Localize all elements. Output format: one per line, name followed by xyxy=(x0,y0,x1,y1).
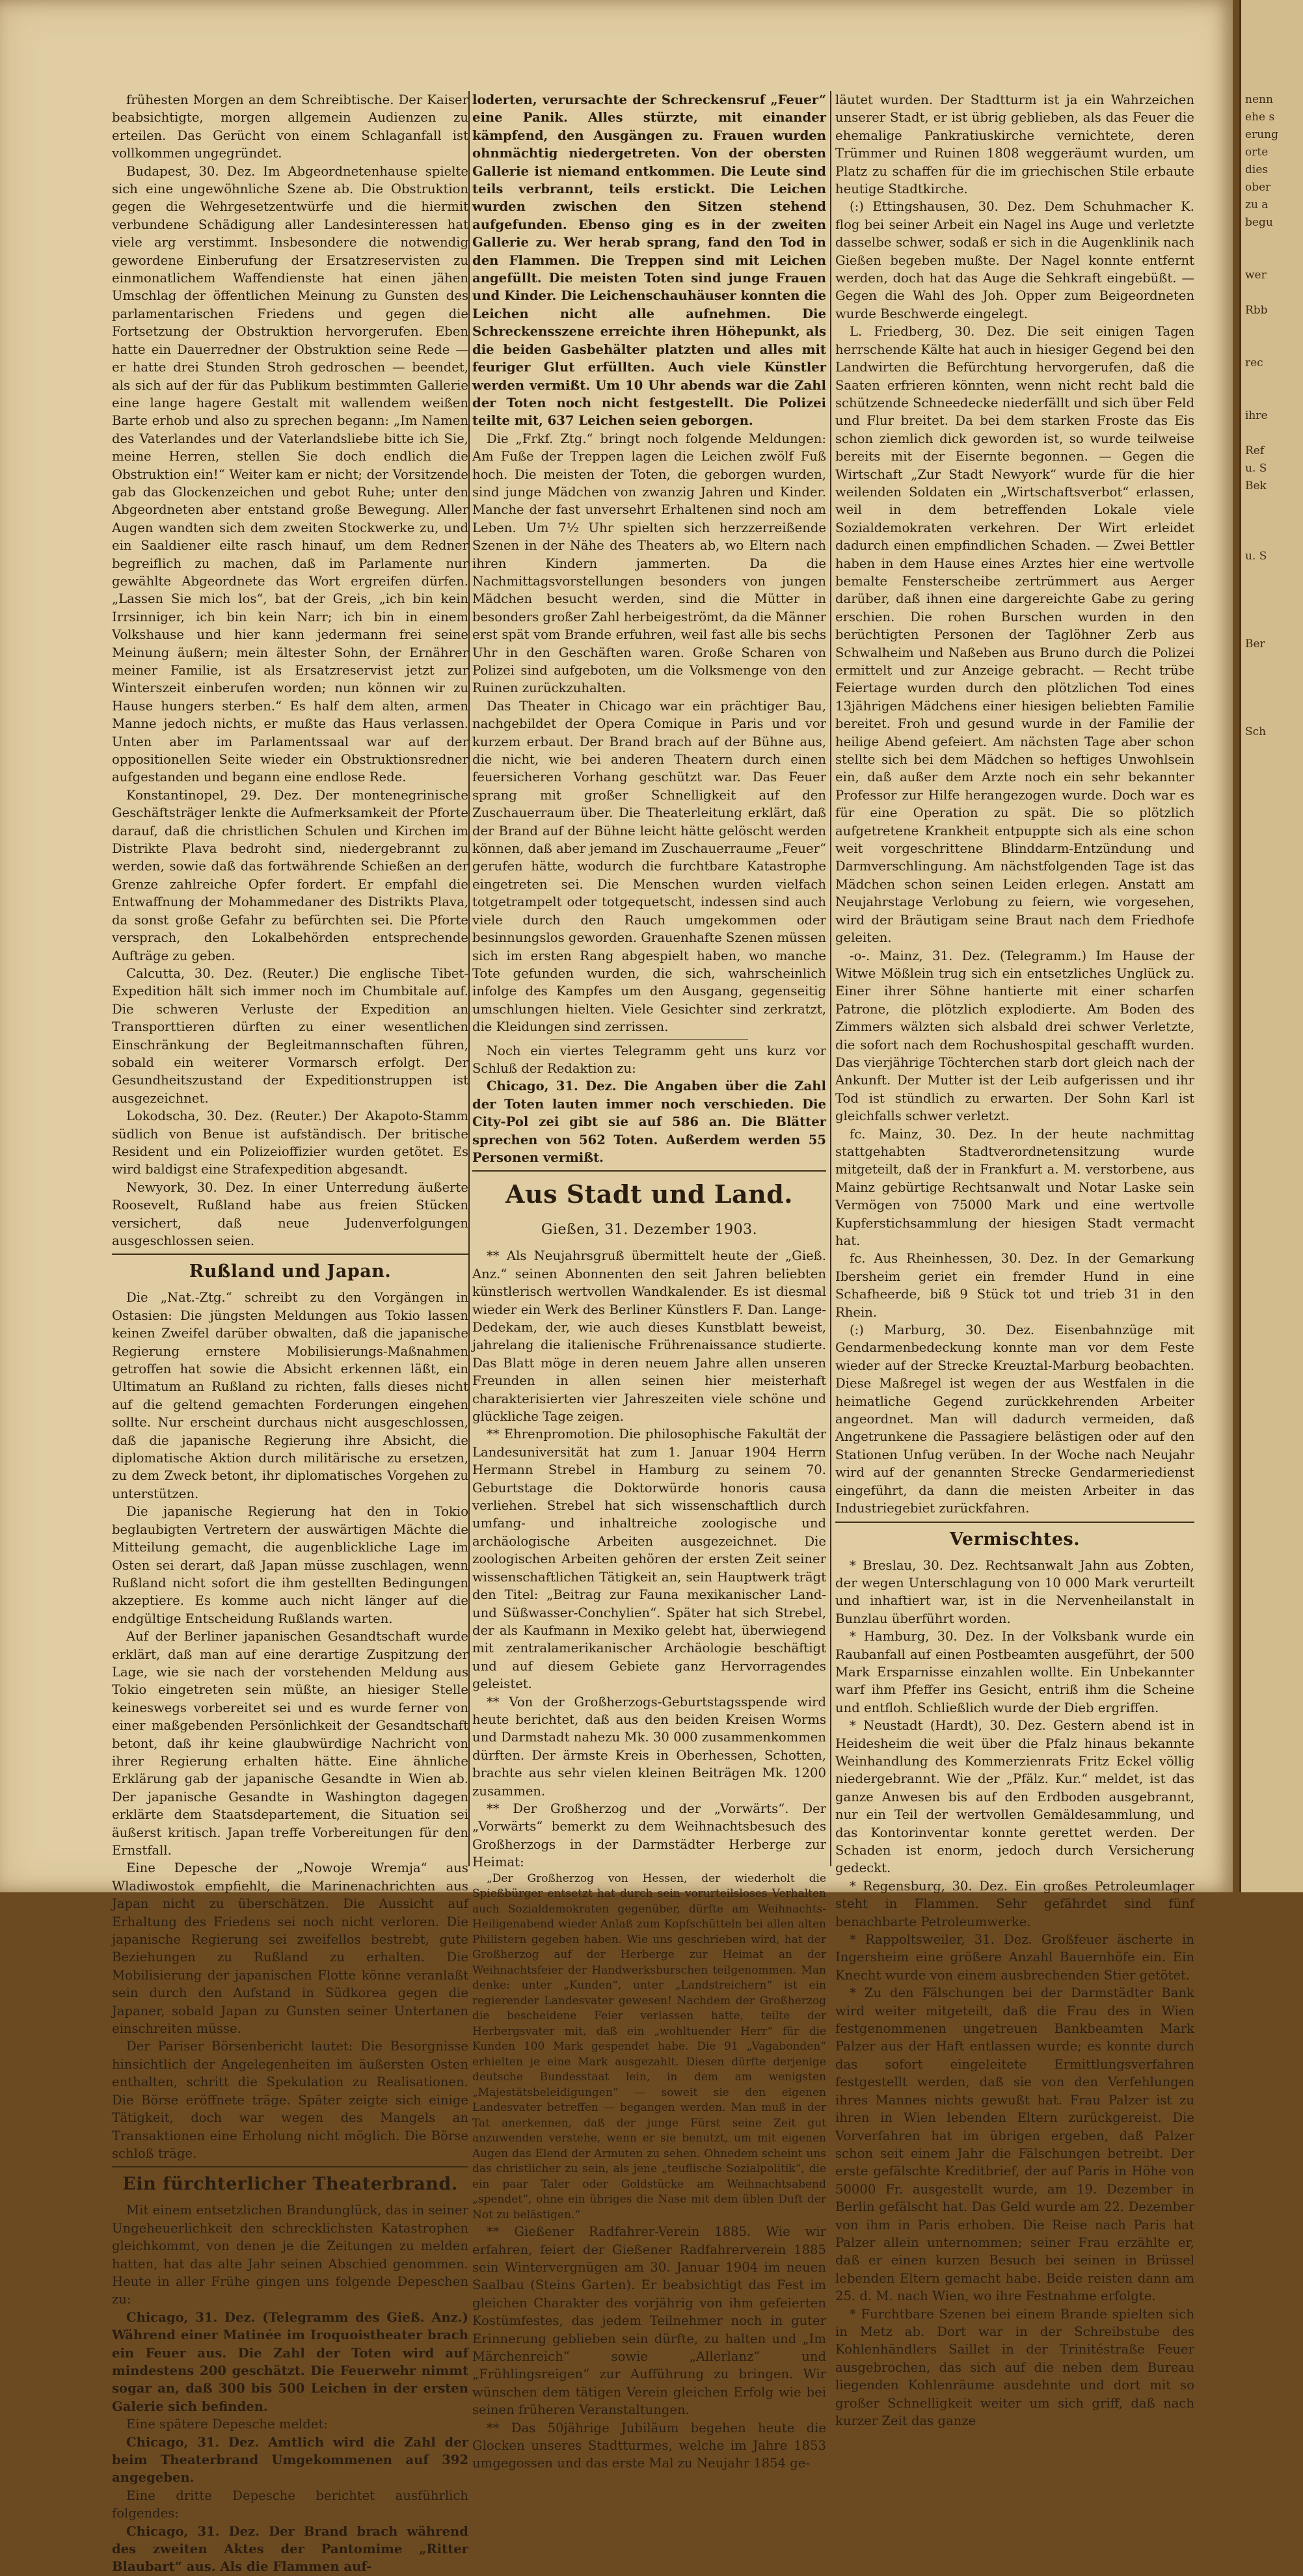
article-paragraph: fc. Aus Rheinhessen, 30. Dez. In der Gemarkung Ibersheim geriet ein fremder Hund in eine Schafheerde, biß 9 Stück tot und trieb 31 in den Rhein. xyxy=(835,1251,1194,1320)
edge-text-line xyxy=(1245,1356,1303,1373)
edge-text-line xyxy=(1245,1847,1303,1865)
edge-text-line xyxy=(1245,1724,1303,1742)
edge-text-line xyxy=(1245,1883,1303,1900)
edge-text-line xyxy=(1245,618,1303,636)
edge-text-line xyxy=(1245,249,1303,267)
edge-text-line xyxy=(1245,653,1303,671)
edge-text-line: Sch xyxy=(1245,725,1267,738)
edge-text-line xyxy=(1245,1426,1303,1443)
edge-text-line xyxy=(1245,1391,1303,1408)
edge-text-line xyxy=(1245,864,1303,881)
article-paragraph: Mit einem entsetzlichen Brandunglück, das in seiner Ungeheuerlichkeit den schrecklichsten Katastrophen gleichkommt, von denen je die Zeitungen zu melden hatten, hat das alte Jahr seinen Abschied genommen. Heute in aller Frühe gingen uns folgende Depeschen zu: xyxy=(112,2203,468,2307)
edge-text-line xyxy=(1245,1443,1303,1461)
edge-text-line xyxy=(1245,1461,1303,1479)
edge-text-line xyxy=(1245,1812,1303,1830)
edge-text-line: rec xyxy=(1245,356,1263,369)
article-paragraph: L. Friedberg, 30. Dez. Die seit einigen Tagen herrschende Kälte hat auch in hiesiger Gegend bei den Landwirten die Befürchtung hervorgerufen, daß die Saaten erfrieren könnten, wenn nicht recht bald die schützende Schneedecke niederfällt und sich über Feld und Flur breitet. Da bei dem starken Froste das Eis schon ziemlich dick geworden ist, so wurde teilweise bereits mit der Eisernte begonnen. — Gegen die Wirtschaft „Zur Stadt Newyork“ wurde für die hier weilenden Soldaten ein „Wirtschaftsverbot“ erlassen, weil in dem betreffenden Lokale viele Sozialdemokraten verkehren. Der Wirt erleidet dadurch einen empfindlichen Schaden. — Zwei Bettler haben in dem Hause eines Arztes hier eine wertvolle bemalte Fensterscheibe zertrümmert aus Aerger darüber, daß ihnen eine dargereichte Gabe zu gering erschien. Die rohen Burschen wurden in den berüchtigten Personen der Taglöhner Zerb aus Schwalheim und Naßeben aus Bruno durch die Polizei ermittelt und zur Anzeige gebracht. — Recht trübe Feiertage wurden durch den plötzlichen Tod eines 13jährigen Mädchens einer hiesigen beliebten Familie bereitet. Froh und gesund wurde in der Familie der heilige Abend gefeiert. Am nächsten Tage aber schon stellte sich bei dem Mädchen so heftiges Unwohlsein ein, daß außer dem Arzte noch ein sehr bekannter Professor zur Hilfe herangezogen wurde. Doch war es für eine Operation zu spät. Die so plötzlich aufgetretene Krankheit entpuppte sich als eine schon weit vorgeschrittene Blinddarm-Entzündung und Darmverschlingung. Am nächstfolgenden Tage ist das Mädchen schon seinen Leiden erlegen. Anstatt am Neujahrstage Verlobung zu feiern, wie vorgesehen, wird der Bräutigam seine Braut nach dem Friedhofe geleiten. xyxy=(835,324,1194,946)
edge-text-line: Bek xyxy=(1245,479,1267,492)
section-heading: Ein fürchterlicher Theaterbrand. xyxy=(122,2174,458,2195)
edge-text-line xyxy=(1245,1900,1303,1918)
edge-text-line xyxy=(1245,1830,1303,1847)
next-page-edge xyxy=(1239,0,1303,1892)
edge-text-line xyxy=(1245,232,1303,249)
section-divider xyxy=(550,1039,748,1040)
article-paragraph: Calcutta, 30. Dez. (Reuter.) Die englische Tibet-Expedition hält sich immer noch im Chumbitale auf. Die schweren Verluste der Expedition an Transporttieren dürften zu einer wesentlichen Einschränkung der Begleitmannschaften führen, sobald ein weiterer Vormarsch erfolgt. Der Gesundheitszustand der Expeditionstruppen ist ausgezeichnet. xyxy=(112,965,468,1106)
article-paragraph: Die „Frkf. Ztg.“ bringt noch folgende Meldungen: Am Fuße der Treppen lagen die Leichen zwölf Fuß hoch. Die meisten der Toten, die geborgen wurden, sind junge Mädchen von zwanzig Jahren und Kinder. Manche der fast unversehrt Erhaltenen sind noch am Leben. Um 7½ Uhr spielten sich herzzerreißende Szenen in der Nähe des Theaters ab, wo Eltern nach ihren Kindern jammerten. Da die Nachmittagsvorstellungen besonders von jungen Mädchen besucht werden, sind die Mütter in besonders großer Zahl herbeigeströmt, da die Männer erst spät vom Brande erfuhren, weil fast alle bis sechs Uhr in den Geschäften waren. Große Scharen von Polizei sind aufgeboten, um die Volksmenge von den Ruinen zurückzuhalten. xyxy=(472,431,826,696)
edge-text-line xyxy=(1245,1865,1303,1883)
article-paragraph: * Rappoltsweiler, 31. Dez. Großfeuer äscherte in Ingersheim eine größere Anzahl Bauernhöfe ein. Ein Knecht wurde von einem ausbrechenden Stier getötet. xyxy=(835,1932,1194,1983)
edge-text-line xyxy=(1245,1689,1303,1707)
edge-text-line xyxy=(1245,1566,1303,1584)
edge-text-line xyxy=(1245,1672,1303,1689)
article-paragraph: (:) Marburg, 30. Dez. Eisenbahnzüge mit Gendarmenbedeckung konnte man vor dem Feste wieder auf der Strecke Kreuztal-Marburg beobachten. Diese Maßregel ist wegen der aus Westfalen in die heimatliche Gegend zurückkehrenden Arbeiter angeordnet. Man will dadurch vermeiden, daß Angetrunkene die Passagiere belästigen oder auf den Stationen Unfug verüben. In der Woche nach Neujahr wird auf der genannten Strecke Gendarmeriedienst eingeführt, da dann die meisten Arbeiter in das Industriegebiet zurückfahren. xyxy=(835,1322,1194,1516)
edge-text-line xyxy=(1245,794,1303,811)
article-paragraph: -o-. Mainz, 31. Dez. (Telegramm.) Im Hause der Witwe Mößlein trug sich ein entsetzliches Unglück zu. Einer ihrer Söhne hantierte mit einer scharfen Patrone, die plötzlich explodierte. Am Boden des Zimmers wälzten sich alsbald drei schwer Verletzte, die sofort nach dem Rochushospital geschafft wurden. Das vierjährige Töchterchen starb dort gleich nach der Ankunft. Der Mutter ist der Leib aufgerissen und ihr Tod ist stündlich zu erwarten. Der Sohn Karl ist gleichfalls schwer verletzt. xyxy=(835,948,1194,1124)
edge-text-line xyxy=(1245,1285,1303,1303)
edge-text-line xyxy=(1245,1092,1303,1110)
article-paragraph: Chicago, 31. Dez. (Telegramm des Gieß. Anz.) Während einer Matinée im Iroquoistheater brach ein Feuer aus. Die Zahl der Toten wird auf mindestens 200 geschätzt. Die Feuerwehr nimmt sogar an, daß 300 bis 500 Leichen in der ersten Galerie sich befinden. xyxy=(112,2309,468,2414)
edge-text-line xyxy=(1245,565,1303,583)
section-heading: Rußland und Japan. xyxy=(189,1261,392,1282)
edge-text-line xyxy=(1245,987,1303,1004)
article-paragraph: ** Das 50jährige Jubiläum begehen heute die Glocken unseres Stadtturmes, welche im Jahre 1853 umgegossen und das erste Mal zu Neujahr 1854 ge- xyxy=(472,2420,826,2471)
edge-text-line xyxy=(1245,1198,1303,1215)
edge-text-line xyxy=(1245,1496,1303,1514)
edge-text-line xyxy=(1245,1777,1303,1795)
edge-text-line xyxy=(1245,1619,1303,1637)
article-paragraph: Budapest, 30. Dez. Im Abgeordnetenhause spielte sich eine ungewöhnliche Szene ab. Die Obstruktion gegen die Wehrgesetzentwürfe und die hiermit verbundene Schädigung aller Landesinteressen hat viele arg verstimmt. Insbesondere die notwendig gewordene Einberufung der Ersatzreservisten zu einmonatlichem Waffendienste hat einen jähen Umschlag der öffentlichen Meinung zu Gunsten des parlamentarischen Friedens und gegen die Fortsetzung der Obstruktion hervorgerufen. Eben hatte ein Dauerredner der Obstruktion seine Rede — er hatte drei Stunden Stroh gedroschen — beendet, als sich auf der für das Publikum bestimmten Gallerie eine lange hagere Gestalt mit wallendem weißen Barte erhob und also zu sprechen begann: „Im Namen des Vaterlandes und der Vaterlandsliebe bitte ich Sie, meine Herren, stellen Sie doch endlich die Obstruktion ein!“ Weiter kam er nicht; der Vorsitzende gab das Glockenzeichen und gebot Ruhe; unter den Abgeordneten aber entstand große Bewegung. Aller Augen wandten sich dem zweiten Stockwerke zu, und ein Saaldiener eilte rasch hinauf, um dem Redner begreiflich zu machen, daß im Parlamente nur gewählte Abgeordnete das Wort ergreifen dürfen. „Lassen Sie mich los“, bat der Greis, „ich bin kein Irrsinniger, ich bin kein Narr; ich bin in einem Volkshause und hier kann jedermann frei seine Meinung äußern; mein ältester Sohn, der Ernährer meiner Familie, ist als Ersatzreservist jetzt zur Winterszeit einberufen worden; nun können wir zu Hause hungers sterben.“ Es half dem alten, armen Manne jedoch nichts, er mußte das Haus verlassen. Unten aber im Parlamentssaal war auf der oppositionellen Seite wieder ein Obstruktionsredner aufgestanden und begann eine endlose Rede. xyxy=(112,163,468,785)
edge-text-line xyxy=(1245,1127,1303,1145)
article-paragraph: Eine spätere Depesche meldet: xyxy=(126,2417,328,2432)
edge-text-line xyxy=(1245,425,1303,442)
column-divider xyxy=(468,91,470,1866)
edge-text-line xyxy=(1245,1180,1303,1198)
section-heading: Vermischtes. xyxy=(949,1529,1081,1550)
section-divider xyxy=(472,1170,826,1172)
edge-text-line xyxy=(1245,600,1303,618)
edge-text-line xyxy=(1245,1760,1303,1777)
edge-text-line xyxy=(1245,583,1303,600)
edge-text-line xyxy=(1245,1075,1303,1092)
column-1 xyxy=(112,91,468,2575)
edge-text-line xyxy=(1245,1004,1303,1022)
edge-text-line: ihre xyxy=(1245,409,1268,422)
article-paragraph: „Der Großherzog von Hessen, der wiederholt die Spießbürger entsetzt hat durch sein vorurteilsloses Verhalten auch Sozialdemokraten gegenüber, dürfte am Weihnachts-Heiligenabend wieder Anlaß zum Kopfschütteln bei allen alten Philistern gegeben haben. Wie uns geschrieben wird, hat der Großherzog auf der Herberge zur Heimat an der Weihnachtsfeier der Handwerksburschen teilgenommen. Man denke: unter „Kunden“, unter „Landstreichern“ ist ein regierender Landesvater gewesen! Nachdem der Großherzog die bescheidene Feier verlassen hatte, teilte der Herbergsvater mit, daß ein „wohltuender Herr“ für die Kunden 100 Mark gespendet habe. Die 91 „Vagabonden“ erhielten je eine Mark ausgezahlt. Diesen dürfte derjenige deutsche Bundesstaat lein, in dem am wenigsten „Majestätsbeleidigungen“ — soweit sie den eigenen Landesvater betreffen — begangen werden. Man muß in der Tat anerkennen, daß der junge Fürst seine Zeit gut anzuwenden verstehe, wenn er sie benutzt, um mit eigenen Augen das Elend der Armuten zu sehen. Ohnedem scheint uns das christlicher zu sein, als jene „teuflische Sozialpolitik“, die ein paar Taler oder Goldstücke am Weihnachtsabend „spendet“, ohne ein übriges die Nase mit dem üblen Duft der Not zu belästigen.“ xyxy=(472,1872,826,2221)
edge-text-line xyxy=(1245,1602,1303,1619)
article-paragraph: * Breslau, 30. Dez. Rechtsanwalt Jahn aus Zobten, der wegen Unterschlagung von 10 000 Mark verurteilt und inhaftiert war, ist in die Nervenheilanstalt in Bunzlau überführt worden. xyxy=(835,1557,1194,1626)
edge-text-line xyxy=(1245,952,1303,969)
article-paragraph: * Regensburg, 30. Dez. Ein großes Petroleumlager steht in Flammen. Sehr gefährdet sind fünf benachbarte Petroleumwerke. xyxy=(835,1878,1194,1929)
edge-text-line xyxy=(1245,1215,1303,1233)
section-divider xyxy=(112,2166,468,2167)
section-divider xyxy=(835,1522,1194,1523)
edge-text-line xyxy=(1245,390,1303,407)
edge-text-line xyxy=(1245,706,1303,723)
article-paragraph: Konstantinopel, 29. Dez. Der montenegrinische Geschäftsträger lenkte die Aufmerksamkeit der Pforte darauf, daß die christlichen Schulen und Kirchen im Distrikte Plava bedroht sind, niedergebrannt zu werden, sowie daß das fortwährende Schießen an der Grenze zahlreiche Opfer fordert. Er empfahl die Entwaffnung der Mohammedaner des Distrikts Plava, da sonst große Gefahr zu befürchten sei. Die Pforte versprach, den Lokalbehörden entsprechende Aufträge zu geben. xyxy=(112,787,468,963)
article-paragraph: * Hamburg, 30. Dez. In der Volksbank wurde ein Raubanfall auf einen Postbeamten ausgeführt, der 500 Mark Ersparnisse einzahlen wollte. Ein Unbekannter warf ihm Pfeffer ins Gesicht, entriß ihm die Scheine und entfloh. Schließlich wurde der Dieb ergriffen. xyxy=(835,1629,1194,1715)
edge-text-line xyxy=(1245,1479,1303,1496)
edge-text-line xyxy=(1245,1338,1303,1356)
edge-text-line xyxy=(1245,1742,1303,1760)
edge-text-line xyxy=(1245,284,1303,302)
edge-text-line xyxy=(1245,1057,1303,1075)
edge-text-line xyxy=(1245,530,1303,548)
edge-text-line xyxy=(1245,1303,1303,1321)
article-paragraph: ** Von der Großherzogs-Geburtstagsspende wird heute berichtet, daß aus den beiden Kreisen Worms und Darmstadt nahezu Mk. 30 000 zusammenkommen dürften. Der ärmste Kreis in Oberhessen, Schotten, brachte aus sehr vielen kleinen Beiträgen Mk. 1200 zusammen. xyxy=(472,1694,826,1799)
article-paragraph: Die „Nat.-Ztg.“ schreibt zu den Vorgängen in Ostasien: Die jüngsten Meldungen aus Tokio lassen keinen Zweifel darüber obwalten, daß die japanische Regierung ernstere Mobilisierungs-Maßnahmen getroffen hat sowie die Absicht erkennen läßt, ein Ultimatum an Rußland zu richten, falls dieses nicht auf die geltend gemachten Forderungen eingehen sollte. Nur erscheint durchaus nicht ausgeschlossen, daß die japanische Regierung ihre Absicht, die diplomatische Aktion durch militärische zu ersetzen, zu dem Zweck betont, ihr diplomatisches Vorgehen zu unterstützen. xyxy=(112,1290,468,1501)
article-paragraph: (:) Ettingshausen, 30. Dez. Dem Schuhmacher K. flog bei seiner Arbeit ein Nagel ins Auge und verletzte dasselbe schwer, sodaß er sich in die Augenklinik nach Gießen begeben mußte. Der Nagel konnte entfernt werden, doch hat das Auge die Sehkraft eingebüßt. — Gegen die Wahl des Joh. Opper zum Beigeordneten wurde Beschwerde eingelegt. xyxy=(835,199,1194,321)
article-paragraph: ** Der Großherzog und der „Vorwärts“. Der „Vorwärts“ bemerkt zu dem Weihnachtsbesuch des Großherzogs in der Darmstädter Herberge zur Heimat: xyxy=(472,1801,826,1870)
edge-text-line xyxy=(1245,1373,1303,1391)
edge-text-line xyxy=(1245,1233,1303,1250)
edge-text-line xyxy=(1245,758,1303,776)
edge-text-line xyxy=(1245,1022,1303,1040)
article-paragraph: Die japanische Regierung hat den in Tokio beglaubigten Vertretern der auswärtigen Mächte die Mitteilung gemacht, die augenblickliche Lage im Osten sei derart, daß Japan müsse zuschlagen, wenn Rußland nicht sofort die ihm gestellten Bedingungen akzeptiere. Es komme auch nicht länger auf die endgültige Entscheidung Rußlands warten. xyxy=(112,1504,468,1626)
edge-text-line xyxy=(1245,829,1303,846)
edge-text-line: begu xyxy=(1245,216,1273,229)
article-paragraph: Chicago, 31. Dez. Amtlich wird die Zahl der beim Theaterbrand Umgekommenen auf 392 angegeben. xyxy=(112,2434,468,2486)
article-paragraph: * Neustadt (Hardt), 30. Dez. Gestern abend ist in Heidesheim die weit über die Pfalz hinaus bekannte Weinhandlung des Kommerzienrats Fritz Eckel völlig niedergebrannt. Wie der „Pfälz. Kur.“ meldet, ist das ganze Anwesen bis auf den Erdboden ausgebrannt, nur ein Teil der wertvollen Gemäldesammlung, und das Kontorinventar konnte gerettet werden. Der Schaden ist enorm, jedoch durch Versicherung gedeckt. xyxy=(835,1718,1194,1876)
edge-text-line xyxy=(1245,969,1303,987)
edge-text-line: u. S xyxy=(1245,462,1267,475)
edge-text-line xyxy=(1245,1795,1303,1812)
edge-text-line xyxy=(1245,741,1303,758)
column-3 xyxy=(835,91,1194,2428)
edge-text-line: u. S xyxy=(1245,550,1267,563)
edge-text-line: wer xyxy=(1245,269,1267,282)
edge-text-line xyxy=(1245,1250,1303,1268)
article-paragraph: ** Ehrenpromotion. Die philosophische Fakultät der Landesuniversität hat zum 1. Januar 1904 Herrn Hermann Strebel in Hamburg zu seinem 70. Geburtstage die Doktorwürde honoris causa verliehen. Strebel hat sich wissenschaftlich durch umfang- und inhaltreiche zoologische und archäologische Arbeiten ausgezeichnet. Die zoologischen Arbeiten gehören der ersten Zeit seiner wissenschaftlichen Tätigkeit an, sein Hauptwerk trägt den Titel: „Beitrag zur Fauna mexikanischer Land- und Süßwasser-Conchylien“. Später hat sich Strebel, der als Kaufmann in Mexiko gelebt hat, überwiegend mit zentralamerikanischer Archäologie beschäftigt und auf diesem Gebiete ganz Hervorragendes geleistet. xyxy=(472,1427,826,1692)
edge-text-line xyxy=(1245,1162,1303,1180)
edge-text-line xyxy=(1245,1707,1303,1724)
edge-text-line xyxy=(1245,1408,1303,1426)
edge-text-line xyxy=(1245,1637,1303,1654)
article-paragraph: Newyork, 30. Dez. In einer Unterredung äußerte Roosevelt, Rußland habe aus freien Stücken versichert, daß neue Judenverfolgungen ausgeschlossen seien. xyxy=(112,1179,468,1248)
edge-text-line: Ber xyxy=(1245,637,1265,651)
edge-text-line xyxy=(1245,1514,1303,1531)
article-paragraph: * Zu den Fälschungen bei der Darmstädter Bank wird weiter mitgeteilt, daß die Frau des in Wien festgenommenen ungetreuen Bankbeamten Mark Palzer aus der Haft entlassen wurde; es konnte durch das sofort eingeleitete Ermittlungsverfahren festgestellt werden, daß sie von den Verfehlungen ihres Mannes nichts gewußt hat. Frau Palzer ist zu ihren in Wien lebenden Eltern zurückgereist. Die Vorverfahren hat im übrigen ergeben, daß Palzer schon seit einem Jahr die Fälschungen betreibt. Der erste gefälschte Kreditbrief, der auf Paris in Höhe von 50000 Fr. ausgestellt wurde, am 19. Dezember in Berlin gefälscht hat. Das Geld wurde am 22. Dezember von ihm in Paris erhoben. Die Reise nach Paris hat Palzer allein unternommen; seiner Frau erzählte er, daß er einen kurzen Besuch bei seinen in Brüssel lebenden Eltern gemacht habe. Beide reisten dann am 25. d. M. nach Wien, wo ihre Festnahme erfolgte. xyxy=(835,1985,1194,2304)
article-paragraph: ** Gießener Radfahrer-Verein 1885. Wie wir erfahren, feiert der Gießener Radfahrerverein 1885 sein Wintervergnügen am 30. Januar 1904 im neuen Saalbau (Steins Garten). Er beabsichtigt das Fest im gleichen Charakter des vorjährig von ihm gefeierten Kostümfestes, das jedem Teilnehmer noch in guter Erinnerung geblieben sein dürfte, zu halten und „Im Märchenreich“ sowie „Allerlanz“ und „Frühlingsreigen“ zur Aufführung zu bringen. Wir wünschen dem tätigen Verein gleichen Erfolg wie bei seinen früheren Veranstaltungen. xyxy=(472,2224,826,2418)
edge-text-line: erung xyxy=(1245,128,1278,141)
article-paragraph: ** Als Neujahrsgruß übermittelt heute der „Gieß. Anz.“ seinen Abonnenten den seit Jahren beliebten künstlerisch wertvollen Wandkalender. Es ist diesmal wieder ein Werk des Berliner Künstlers F. Dan. Lange-Dedekam, der, wie auch dieses Kunstblatt beweist, jahrelang die italienische Frührenaissance studierte. Das Blatt möge in deren neuem Jahre allen unseren Freunden in allen seinen hier meisterhaft charakterisierten vier Jahreszeiten viele schöne und glückliche Tage zeigen. xyxy=(472,1248,826,1425)
edge-text-line xyxy=(1245,372,1303,390)
edge-text-line xyxy=(1245,688,1303,706)
edge-text-line: ehe s xyxy=(1245,111,1275,124)
edge-text-line xyxy=(1245,1584,1303,1602)
edge-text-line: Rbb xyxy=(1245,304,1268,317)
edge-text-line: orte xyxy=(1245,146,1269,159)
article-paragraph: frühesten Morgen an dem Schreibtische. Der Kaiser beabsichtigte, morgen allgemein Audienzen zu erteilen. Das Gerücht von einem Schlaganfall ist vollkommen ungegründet. xyxy=(112,92,468,161)
edge-text-line xyxy=(1245,776,1303,794)
edge-text-line xyxy=(1245,1549,1303,1566)
article-paragraph: läutet wurden. Der Stadtturm ist ja ein Wahrzeichen unserer Stadt, er ist übrig geblieben, als das Feuer die ehemalige Pankratiuskirche vernichtete, deren Trümmer und Ruinen 1808 weggeräumt wurden, um Platz zu schaffen für die im griechischen Stile erbaute heutige Stadtkirche. xyxy=(835,92,1194,197)
edge-text-line: zu a xyxy=(1245,198,1269,211)
edge-text-line xyxy=(1245,811,1303,829)
edge-text-line xyxy=(1245,846,1303,864)
edge-text-line: Ref xyxy=(1245,444,1265,457)
edge-text-line xyxy=(1245,1531,1303,1549)
article-paragraph: Das Theater in Chicago war ein prächtiger Bau, nachgebildet der Opera Comique in Paris und vor kurzem erbaut. Der Brand brach auf der Bühne aus, die nicht, wie bei anderen Theatern durch einen feuersicheren Vorhang geschützt war. Das Feuer sprang mit großer Schnelligkeit auf den Zuschauerraum über. Die Theaterleitung erklärt, daß der Brand auf der Bühne leicht hätte gelöscht werden können, daß aber jemand im Zuschauerraume „Feuer“ gerufen hätte, wodurch die furchtbare Katastrophe eingetreten sei. Die Menschen wurden vielfach totgetrampelt oder totgequetscht, indessen sind auch viele durch den Rauch umgekommen oder besinnungslos geworden. Grauenhafte Szenen müssen sich im ersten Rang abgespielt haben, wo manche Tote gefunden wurden, die sich, wahrscheinlich infolge des Kampfes um den Ausgang, gegenseitig umschlungen hielten. Viele Gesichter sind zerkratzt, die Kleidungen sind zerrissen. xyxy=(472,698,827,1035)
article-paragraph: Eine dritte Depesche berichtet ausführlich folgendes: xyxy=(112,2488,468,2521)
edge-text-line xyxy=(1245,1654,1303,1672)
article-paragraph: Auf der Berliner japanischen Gesandtschaft wurde erklärt, daß man auf eine derartige Zuspitzung der Lage, wie sie nach der vorstehenden Meldung aus Tokio eingetreten sein müßte, an hiesiger Stelle keineswegs vorbereitet sei und es wurde ferner von einer maßgebenden Persönlichkeit der Gesandtschaft betont, daß ihr keine glaubwürdige Nachricht von ihrer Regierung erhalten hätte. Eine ähnliche Erklärung gab der japanische Gesandte in Wien ab. Der japanische Gesandte in Washington dagegen erklärte dem Staatsdepartement, die Situation sei äußerst kritisch. Japan treffe Vorbereitungen für den Ernstfall. xyxy=(112,1629,468,1858)
edge-text-line xyxy=(1245,934,1303,952)
article-paragraph: Der Pariser Börsenbericht lautet: Die Besorgnisse hinsichtlich der Angelegenheiten im äußersten Osten enthalten, schritt die Spekulation zu Realisationen. Die Börse eröffnete träge. Später zeigte sich einige Tätigkeit, doch war wegen des Mangels an Transaktionen eine Erholung nicht möglich. Die Börse schloß träge. xyxy=(112,2039,468,2161)
edge-text-line xyxy=(1245,513,1303,530)
edge-text-line xyxy=(1245,899,1303,917)
edge-text-line: nenn xyxy=(1245,93,1273,106)
edge-text-line xyxy=(1245,495,1303,513)
edge-text-line: ober xyxy=(1245,181,1271,194)
edge-text-line xyxy=(1245,1040,1303,1057)
edge-text-line xyxy=(1245,337,1303,355)
edge-text-line: dies xyxy=(1245,163,1269,176)
article-paragraph: Noch ein viertes Telegramm geht uns kurz vor Schluß der Redaktion zu: xyxy=(472,1043,826,1076)
article-paragraph: fc. Mainz, 30. Dez. In der heute nachmittag stattgehabten Stadtverordnetensitzung wurde mitgeteilt, daß der in Frankfurt a. M. verstorbene, aus Mainz gebürtige Rechtsanwalt und Notar Laske sein Vermögen von 75000 Mark und eine wertvolle Kupferstichsammlung der hiesigen Stadt vermacht hat. xyxy=(835,1126,1194,1248)
edge-text-line xyxy=(1245,671,1303,688)
article-paragraph: Chicago, 31. Dez. Der Brand brach während des zweiten Aktes der Pantomime „Ritter Blaubart“ aus. Als die Flammen auf- xyxy=(112,2523,468,2575)
article-paragraph: Lokodscha, 30. Dez. (Reuter.) Der Akapoto-Stamm südlich von Benue ist aufständisch. Der britische Resident und ein Polizeioffizier wurden getötet. Es wird baldigst eine Strafexpedition abgesandt. xyxy=(112,1108,468,1177)
section-divider xyxy=(112,1254,468,1255)
article-paragraph: loderten, verursachte der Schreckensruf „Feuer“ eine Panik. Alles stürzte, mit einander kämpfend, den Ausgängen zu. Frauen wurden ohnmächtig niedergetreten. Von der obersten Gallerie ist niemand entkommen. Die Leute sind teils verbrannt, teils erstickt. Die Leichen wurden zwischen den Sitzen stehend aufgefunden. Ebenso ging es in der zweiten Gallerie zu. Wer herab sprang, fand den Tod in den Flammen. Die Treppen sind mit Leichen angefüllt. Die meisten Toten sind junge Frauen und Kinder. Die Leichenschauhäuser konnten die Leichen nicht alle aufnehmen. Die Schreckensszene erreichte ihren Höhepunkt, als die beiden Gasbehälter platzten und alles mit feuriger Glut erfüllten. Auch viele Künstler werden vermißt. Um 10 Uhr abends war die Zahl der Toten noch nicht festgestellt. Die Polizei teilte mit, 637 Leichen seien geborgen. xyxy=(472,92,826,429)
edge-text-line xyxy=(1245,917,1303,934)
dateline: Gießen, 31. Dezember 1903. xyxy=(541,1222,758,1239)
article-paragraph: Chicago, 31. Dez. Die Angaben über die Zahl der Toten lauten immer noch verschieden. Die City-Pol zei gibt sie auf 586 an. Die Blätter sprechen von 562 Toten. Außerdem werden 55 Personen vermißt. xyxy=(472,1079,826,1165)
edge-text-line xyxy=(1245,1268,1303,1285)
article-paragraph: Eine Depesche der „Nowoje Wremja“ aus Wladiwostok empfiehlt, die Marinenachrichten aus Japan nicht zu überschätzen. Die Aussicht auf Erhaltung des Friedens sei noch nicht verloren. Die japanische Regierung sei zweifellos bestrebt, gute Beziehungen zu Rußland zu erhalten. Die Mobilisierung der japanischen Flotte könne veranlaßt sein durch den Aufstand in Südkorea gegen die Japaner, sobald Japan zu Gunsten seiner Untertanen einschreiten müsse. xyxy=(112,1860,468,2037)
column-2 xyxy=(472,91,827,2471)
edge-text-line xyxy=(1245,1145,1303,1162)
article-paragraph: * Furchtbare Szenen bei einem Brande spielten sich in Metz ab. Dort war in der Schreibstube des Kohlenhändlers Saillet in der Trinitéstraße Feuer ausgebrochen, das sich auf die neben dem Bureau liegenden Kohlenräume ausdehnte und dort mit so großer Schnelligkeit weiter um sich griff, daß nach kurzer Zeit das ganze xyxy=(835,2306,1194,2428)
edge-text-line xyxy=(1245,1110,1303,1127)
edge-text-line xyxy=(1245,1321,1303,1338)
edge-text-line xyxy=(1245,319,1303,337)
section-heading: Aus Stadt und Land. xyxy=(505,1179,794,1209)
edge-text-line xyxy=(1245,881,1303,899)
column-divider xyxy=(830,91,831,1866)
